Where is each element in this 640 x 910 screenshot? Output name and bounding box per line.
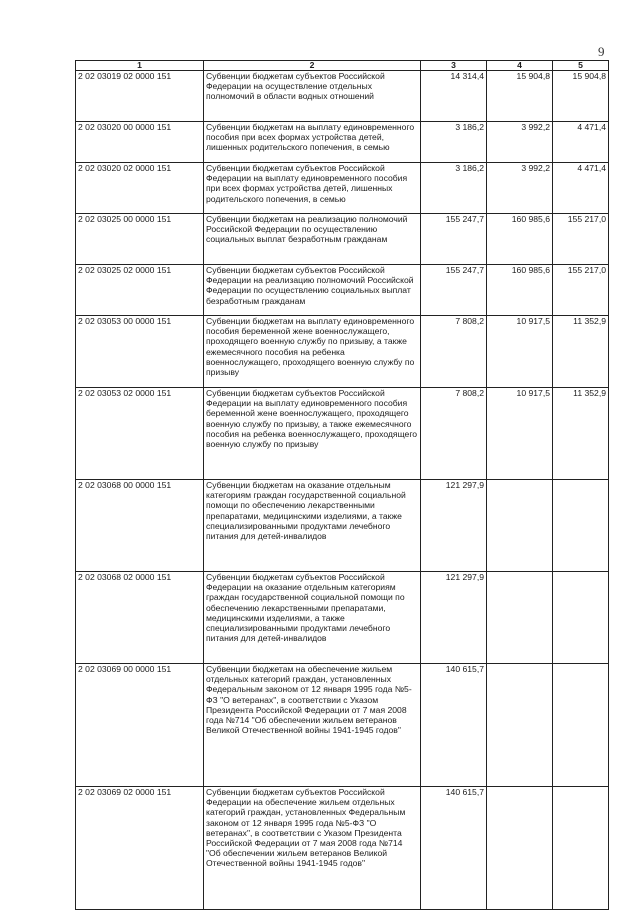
budget-table [75,60,609,910]
value-col5-cell [553,480,609,572]
column-header: 3 [421,61,487,71]
value-col4-cell: 15 904,8 [487,71,553,122]
value-col3-cell: 14 314,4 [421,71,487,122]
description-cell: Субвенции бюджетам на оказание отдельным категориям граждан государственной социальной помощи по обеспечению лекарственными препаратами, медицинскими изделиями, а также специализированными продуктами лечебного питания для детей-инвалидов [204,480,421,572]
budget-code-cell: 2 02 03068 02 0000 151 [76,572,204,664]
budget-code-cell: 2 02 03069 02 0000 151 [76,787,204,910]
column-header: 2 [204,61,421,71]
description-cell: Субвенции бюджетам субъектов Российской Федерации на осуществление отдельных полномочий в области водных отношений [204,71,421,122]
value-col4-cell: 10 917,5 [487,316,553,388]
value-col5-cell: 11 352,9 [553,316,609,388]
value-col5-cell: 4 471,4 [553,122,609,163]
table-row [76,163,609,214]
value-col3-cell: 121 297,9 [421,572,487,664]
column-header: 1 [76,61,204,71]
description-cell: Субвенции бюджетам на выплату единовременного пособия при всех формах устройства детей, лишенных родительского попечения, в семью [204,122,421,163]
table-row [76,214,609,265]
value-col5-cell: 11 352,9 [553,388,609,480]
table-row [76,572,609,664]
value-col3-cell: 155 247,7 [421,265,487,316]
value-col3-cell: 3 186,2 [421,163,487,214]
budget-code-cell: 2 02 03025 00 0000 151 [76,214,204,265]
budget-code-cell: 2 02 03020 02 0000 151 [76,163,204,214]
budget-code-cell: 2 02 03053 00 0000 151 [76,316,204,388]
value-col5-cell: 4 471,4 [553,163,609,214]
table-row [76,265,609,316]
value-col3-cell: 140 615,7 [421,787,487,910]
description-cell: Субвенции бюджетам субъектов Российской Федерации на обеспечение жильем отдельных категорий граждан, установленных Федеральным законом от 12 января 1995 года №5-ФЗ "О ветеранах", в соответствии с Указом Президента Российской Федерации от 7 мая 2008 года №714 "Об обеспечении жильем ветеранов Великой Отечественной войны 1941-1945 годов" [204,787,421,910]
value-col5-cell: 15 904,8 [553,71,609,122]
table-row [76,480,609,572]
table-row [76,664,609,787]
value-col3-cell: 7 808,2 [421,388,487,480]
description-cell: Субвенции бюджетам на обеспечение жильем отдельных категорий граждан, установленных Федеральным законом от 12 января 1995 года №5-ФЗ "О ветеранах", в соответствии с Указом Президента Российской Федерации от 7 мая 2008 года №714 "Об обеспечении жильем ветеранов Великой Отечественной войны 1941-1945 годов" [204,664,421,787]
budget-code-cell: 2 02 03053 02 0000 151 [76,388,204,480]
page-number: 9 [598,44,605,59]
value-col3-cell: 155 247,7 [421,214,487,265]
budget-code-cell: 2 02 03020 00 0000 151 [76,122,204,163]
value-col4-cell: 160 985,6 [487,265,553,316]
column-header: 5 [553,61,609,71]
value-col3-cell: 3 186,2 [421,122,487,163]
value-col4-cell [487,787,553,910]
description-cell: Субвенции бюджетам субъектов Российской Федерации на реализацию полномочий Российской Федерации по осуществлению социальных выплат безработным гражданам [204,265,421,316]
budget-code-cell: 2 02 03025 02 0000 151 [76,265,204,316]
column-header: 4 [487,61,553,71]
description-cell: Субвенции бюджетам субъектов Российской Федерации на оказание отдельным категориям граждан государственной социальной помощи по обеспечению лекарственными препаратами, медицинскими изделиями, а также специализированными продуктами лечебного питания для детей-инвалидов [204,572,421,664]
value-col5-cell [553,664,609,787]
value-col4-cell: 160 985,6 [487,214,553,265]
table-row [76,316,609,388]
budget-code-cell: 2 02 03068 00 0000 151 [76,480,204,572]
value-col4-cell [487,480,553,572]
value-col5-cell [553,787,609,910]
budget-code-cell: 2 02 03019 02 0000 151 [76,71,204,122]
description-cell: Субвенции бюджетам субъектов Российской Федерации на выплату единовременного пособия беременной жене военнослужащего, проходящего военную службу по призыву, а также ежемесячного пособия на ребенка военнослужащего, проходящего военную службу по призыву [204,388,421,480]
description-cell: Субвенции бюджетам на выплату единовременного пособия беременной жене военнослужащего, проходящего военную службу по призыву, а также ежемесячного пособия на ребенка военнослужащего, проходящего военную службу по призыву [204,316,421,388]
value-col4-cell: 3 992,2 [487,163,553,214]
value-col4-cell [487,664,553,787]
budget-code-cell: 2 02 03069 00 0000 151 [76,664,204,787]
table-header-row [76,61,609,71]
value-col3-cell: 7 808,2 [421,316,487,388]
value-col5-cell [553,572,609,664]
table-row [76,388,609,480]
value-col3-cell: 121 297,9 [421,480,487,572]
description-cell: Субвенции бюджетам субъектов Российской Федерации на выплату единовременного пособия при всех формах устройства детей, лишенных родительского попечения, в семью [204,163,421,214]
table-row [76,122,609,163]
value-col4-cell: 10 917,5 [487,388,553,480]
table-row [76,787,609,910]
value-col3-cell: 140 615,7 [421,664,487,787]
value-col5-cell: 155 217,0 [553,265,609,316]
table-row [76,71,609,122]
value-col4-cell: 3 992,2 [487,122,553,163]
value-col5-cell: 155 217,0 [553,214,609,265]
value-col4-cell [487,572,553,664]
description-cell: Субвенции бюджетам на реализацию полномочий Российской Федерации по осуществлению социальных выплат безработным гражданам [204,214,421,265]
